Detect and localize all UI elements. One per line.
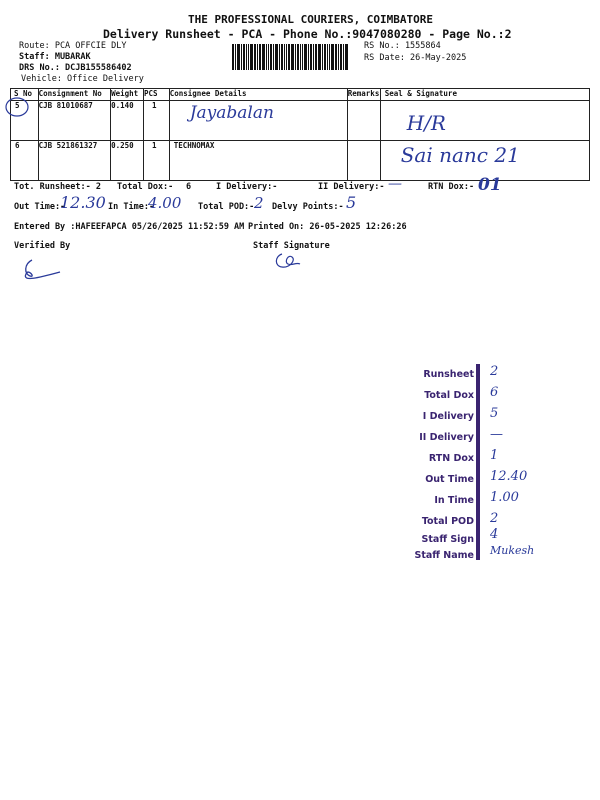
row-weight: 0.250 (111, 141, 134, 150)
row-consignment: CJB 81010687 (38, 101, 93, 110)
stamp-value: 5 (490, 406, 499, 421)
table-header-row (11, 89, 590, 101)
company-name: THE PROFESSIONAL COURIERS, COIMBATORE (188, 13, 434, 26)
i-delivery-label: I Delivery:- (216, 182, 278, 192)
stamp-label: Staff Name (414, 550, 474, 561)
handwritten-signature: Sai nanc 21 (400, 143, 520, 167)
stamp-value: 4 (490, 527, 499, 542)
rs-number: RS No.: 1555864 (364, 41, 441, 51)
stamp-value: 2 (490, 364, 499, 379)
handwritten-signature: H/R (406, 111, 446, 135)
total-dox-value: 6 (186, 182, 192, 192)
table-row (11, 101, 590, 141)
stamp-divider (476, 364, 480, 560)
in-time-label: In Time:- (108, 202, 155, 212)
stamp-label: Runsheet (423, 369, 474, 380)
col-consignee: Consignee Details (169, 89, 247, 98)
rs-date: RS Date: 26-May-2025 (364, 53, 467, 63)
stamp-value: 1 (490, 448, 499, 463)
total-dox-label: Total Dox:- (117, 182, 174, 192)
col-remarks: Remarks (347, 89, 380, 98)
vehicle: Vehicle: Office Delivery (21, 74, 144, 84)
drs-number: DRS No.: DCJB155586402 (19, 63, 132, 73)
staff-signature: Staff Signature (253, 241, 330, 251)
out-time-value: 12.30 (60, 193, 106, 212)
delivery-stamp (392, 364, 562, 564)
ii-delivery-value: — (388, 176, 402, 192)
verified-by: Verified By (14, 241, 71, 251)
entered-by: Entered By :HAFEEFAPCA 05/26/2025 11:52:59 AM (14, 222, 245, 232)
row-sno: 5 (15, 101, 20, 110)
stamp-label: Total Dox (424, 390, 474, 401)
row-weight: 0.140 (111, 101, 134, 110)
stamp-value: 6 (490, 385, 499, 400)
col-weight: Weight (111, 89, 139, 98)
staff-signature-mark (272, 248, 306, 274)
staff: Staff: MUBARAK (19, 52, 91, 62)
row-consignment: CJB 521861327 (38, 141, 98, 150)
stamp-value: — (490, 427, 503, 442)
row-pcs: 1 (151, 141, 157, 150)
printed-on: Printed On: 26-05-2025 12:26:26 (248, 222, 407, 232)
stamp-label: In Time (434, 495, 474, 506)
total-pod-label: Total POD:- (198, 202, 255, 212)
tot-runsheet: Tot. Runsheet:- 2 (14, 182, 101, 192)
stamp-value: 12.40 (490, 469, 528, 484)
runsheet-table (10, 88, 590, 181)
verified-signature (18, 252, 78, 286)
barcode (232, 44, 354, 70)
row-consignee: TECHNOMAX (173, 141, 215, 150)
total-pod-value: 2 (254, 194, 264, 212)
col-seal: Seal & Signature (384, 89, 457, 98)
rtn-dox-label: RTN Dox:- (428, 182, 475, 192)
stamp-value: Mukesh (490, 544, 535, 557)
row-sno: 6 (15, 141, 20, 150)
stamp-value: 1.00 (490, 490, 519, 505)
out-time-label: Out Time:- (14, 202, 66, 212)
stamp-label: I Delivery (422, 411, 474, 422)
col-pcs: PCS (143, 89, 158, 98)
route: Route: PCA OFFCIE DLY (19, 41, 127, 51)
rtn-dox-value: 01 (478, 175, 502, 195)
stamp-label: II Delivery (419, 432, 474, 443)
table-row (11, 141, 590, 181)
delvy-points-value: 5 (346, 193, 357, 212)
col-sno: S No (14, 89, 33, 98)
ii-delivery-label: II Delivery:- (318, 182, 385, 192)
row-pcs: 1 (151, 101, 157, 110)
handwritten-consignee: Jayabalan (189, 103, 274, 123)
delvy-points-label: Delvy Points:- (272, 202, 344, 212)
stamp-label: RTN Dox (428, 453, 474, 464)
in-time-value: 4.00 (148, 194, 182, 212)
stamp-label: Total POD (421, 516, 474, 527)
stamp-label: Staff Sign (421, 534, 474, 545)
col-consignment: Consignment No (38, 89, 102, 98)
stamp-label: Out Time (425, 474, 474, 485)
stamp-value: 2 (490, 511, 499, 526)
circle-mark (4, 96, 30, 118)
page-title: Delivery Runsheet - PCA - Phone No.:9047080280 - Page No.:2 (103, 27, 512, 41)
